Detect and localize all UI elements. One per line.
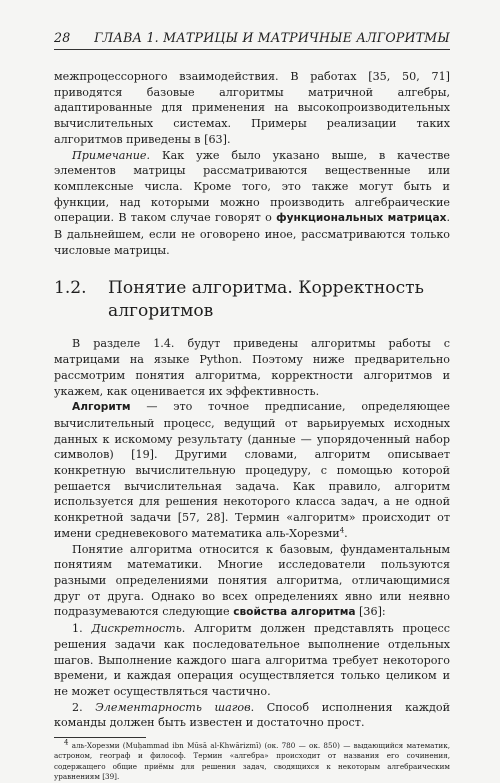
property-discreteness: [54, 621, 450, 700]
note-text: Как уже было указано выше, в качестве элементов матрицы рассматриваются вещественные или комплексные числа. Кроме того, это также могут быть и функции, над которыми можно производить алгебраические операции. В таком случае говорят о: [54, 148, 450, 225]
property-name: Дискретность: [91, 622, 182, 636]
section-title: Понятие алгоритма. Корректность алгоритмов: [108, 278, 424, 322]
intro-paragraph: межпроцессорного взаимодействия. В работах [35, 50, 71] приводятся базовые алгоритмы матричной алгебры, адаптированные для применения на высокопроизводительных вычислительных системах. Примеры реализации таких алгоритмов приведены в [63].: [54, 70, 450, 146]
page-number: 28: [54, 30, 71, 45]
footnote-text: аль-Хорезми (Muḥammad ibn Mūsā al-Khwārizmī) (ок. 780 — ок. 850) — выдающийся математик, астроном, географ и философ. Термин «алгебра» происходит от названия его сочинения, содержащего общие приёмы для решения задач, сводящихся к некоторым алгебраическим уравнениям [39].: [54, 741, 450, 782]
footnote-mark: 4: [64, 738, 69, 747]
note-label: Примечание.: [72, 148, 151, 162]
properties-intro: Понятие алгоритма относится к базовым, фундаментальным понятиям математики. Многие исследователи пользуются разными определениями понятия алгоритма, отличающимися друг от друга. Однако во всех определениях явно или неявно подразумеваются следующие: [54, 542, 450, 619]
list-number: 1.: [72, 622, 92, 636]
footnote: [54, 738, 450, 783]
list-number: 2.: [72, 700, 96, 714]
note-end: . В дальнейшем, если не оговорено иное, рассматриваются только числовые матрицы.: [54, 211, 450, 257]
note-term: функциональных матрицах: [276, 212, 447, 225]
note-paragraph: [54, 148, 450, 259]
footnote-reference: 4: [339, 526, 345, 535]
property-text: . Алгоритм должен представлять процесс решения задачи как последовательное выполнение отдельных шагов. Выполнение каждого шага алгоритма требует некоторого времени, и каждая операция осуществляется только целиком и не может осуществляться частично.: [54, 622, 450, 698]
properties-term: свойства алгоритма: [233, 606, 356, 619]
running-head: [54, 30, 450, 50]
body-paragraph-1: В разделе 1.4. будут приведены алгоритмы работы с матрицами на языке Python. Поэтому ниже предварительно рассмотрим понятия алгоритма, корректности алгоритмов и укажем, как оценивается их эффективность.: [54, 337, 450, 398]
algorithm-term: Алгоритм: [72, 401, 131, 414]
properties-ref: [36]:: [355, 605, 386, 619]
section-number: 1.2.: [54, 278, 87, 299]
property-name: Элементарность шагов: [95, 700, 251, 714]
algorithm-definition: — это точное предписание, определяющее вычислительный процесс, ведущий от варьируемых исходных данных к искомому результату (данные — упорядоченный набор символов) [19]. Другими словами, алгоритм описывает конкретную вычислительную процедуру, с помощью которой решается вычислительная задача. Как правило, алгоритм используется для решения некоторого класса задач, а не одной конкретной задачи [57, 28]. Термин «алгоритм» происходит от имени средневекового математика аль-Хорезми: [54, 400, 450, 540]
property-elementary-steps: [54, 700, 450, 731]
intro-block: [54, 69, 450, 258]
body-paragraph-2: [54, 399, 450, 541]
chapter-title: ГЛАВА 1. МАТРИЦЫ И МАТРИЧНЫЕ АЛГОРИТМЫ: [94, 30, 450, 45]
body-paragraph-3: [54, 542, 450, 622]
paragraph-end: .: [344, 526, 348, 540]
section-body: [54, 336, 450, 731]
section-heading: [54, 277, 450, 323]
property-text: . Способ исполнения каждой команды должен быть известен и достаточно прост.: [54, 700, 450, 730]
book-page: [54, 30, 450, 783]
